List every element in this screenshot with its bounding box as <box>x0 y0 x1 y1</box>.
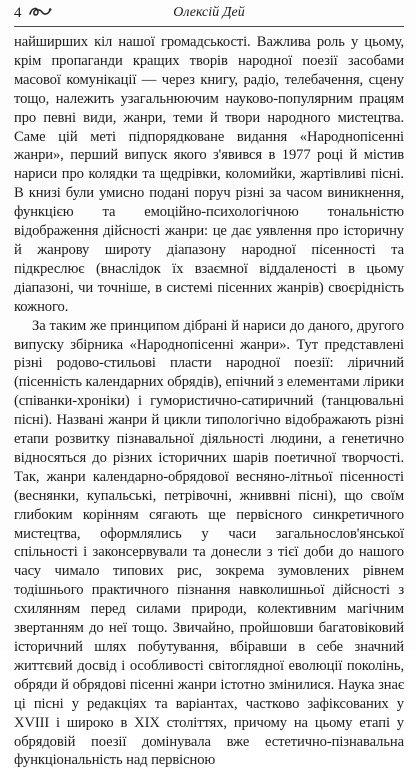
running-head-author: Олексій Дей <box>173 5 245 20</box>
running-head <box>14 0 404 27</box>
page-number: 4 <box>14 5 22 21</box>
paragraph: найширших кіл нашої громадськості. Важлива роль у цьому, крім пропаганди кращих творів народної поезії засобами масової комунікації — через книгу, радіо, телебачення, сцену тощо, належить узагальнюючим науково-популярним працям про певні види, жанри, теми й твори народного мистецтва. Саме цій меті підпорядковане видання «Народнопісенні жанри», перший випуск якого з'явився в 1977 році й містив нариси про колядки та щедрівки, коломийки, жартівливі пісні. В книзі були умисно подані поруч різні за часом виникнення, функцією та емоційно-психологічною тональністю відображення дійсності жанри: це дає уявлення про історичну й жанрову широту діапазону народної пісенності та підкреслює (внаслідок їх взаємної віддаленості в цьому діапазоні, чи точніше, в системі пісенних жанрів) своєрідність кожного. <box>14 34 404 315</box>
paragraph: За таким же принципом дібрані й нариси до даного, другого випуску збірника «Народнопісенні жанри». Тут представлені різні родово-стильові пласти народної поезії: ліричний (пісенність календарних обрядів), епічний з елементами лірики (співанки-хроніки) і гумористично-сатиричний (танцювальні пісні). Названі жанри й цикли типологічно відображають різні етапи розвитку пізнавальної діяльності людини, а генетично відносяться до різних історичних шарів поетичної творчості. Так, жанри календарно-обрядової весняно-літньої пісенності (веснянки, купальські, петрівочні, жниввні пісні), що своїм глибоким корінням сягають ще первісного синкретичного мистецтва, оформлялись у часи загальнослов'янської спільності і законсервували та донесли з тієї доби до нашого часу чимало типових рис, зокрема зумовлених рівнем тодішнього практичного пізнання навколишньої дійсності з схилянням перед силами природи, колективним магічним звертанням до неї тощо. Звичайно, пройшовши багатовіковий історичний шлях побутування, вбіравши в себе значний життєвий досвід і особливості світоглядної еволюції поколінь, обряди й обрядові пісенні жанри істотно змінилися. Наука знає ці пісні у редакціях та варіантах, частково зафіксованих у XVIII і широко в XIX століттях, причому на цьому етапі у обрядовій поезії домінувала вже естетично-пізнавальна функціональність над первісною <box>14 317 404 769</box>
body-text <box>14 33 404 770</box>
